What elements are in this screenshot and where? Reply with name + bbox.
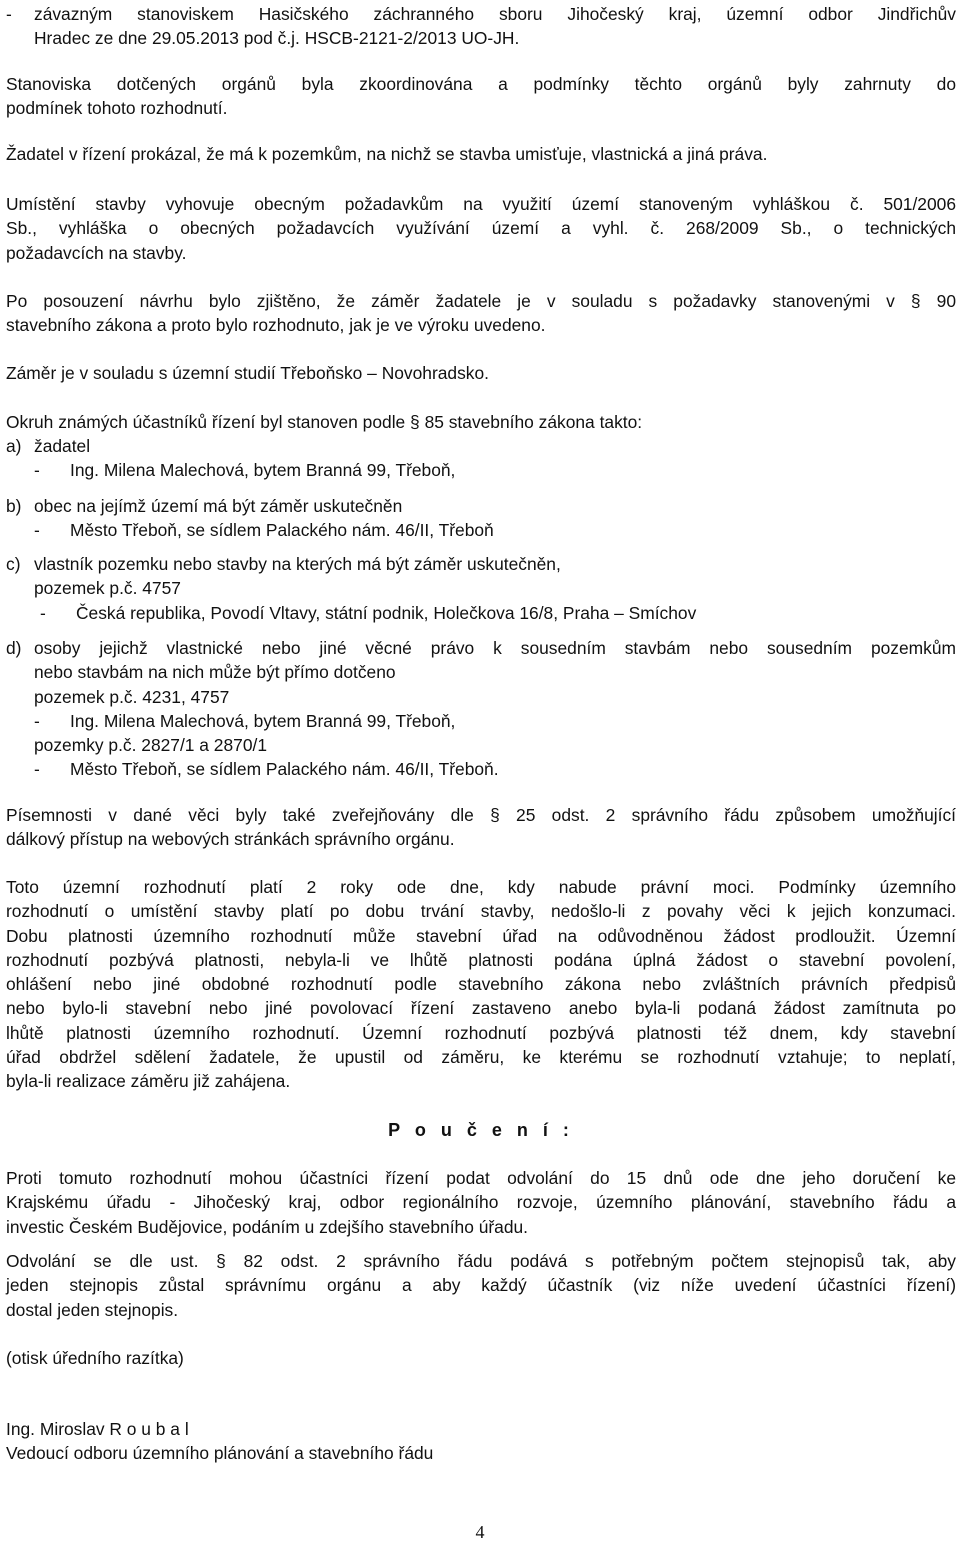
- list-label: d): [6, 638, 22, 658]
- item-text: Česká republika, Povodí Vltavy, státní podnik, Holečkova 16/8, Praha – Smíchov: [76, 602, 697, 623]
- participant-group-a: [6, 434, 956, 483]
- list-label: c): [6, 554, 21, 574]
- participant-item: [6, 709, 956, 733]
- text-line: úřad obdržel sdělení žadatele, že upustil od záměru, ke kterému se rozhodnutí vztahuje; to neplatí,: [6, 1047, 956, 1068]
- text-line: rozhodnutí pozbývá platnosti, nebyla-li ve lhůtě platnosti podána úplná žádost o stavební povolení,: [6, 949, 956, 970]
- list-text: vlastník pozemku nebo stavby na kterých má být záměr uskutečněn,: [34, 554, 561, 574]
- bullet-line: Hradec ze dne 29.05.2013 pod č.j. HSCB-2121-2/2013 UO-JH.: [34, 28, 520, 49]
- text-line: Krajskému úřadu - Jihočeský kraj, odbor regionálního rozvoje, územního plánování, stavebního řádu a: [6, 1192, 956, 1213]
- text-line: Umístění stavby vyhovuje obecným požadavkům na využití území stanoveným vyhláškou č. 501/2006: [6, 194, 956, 214]
- paragraph-posouzeni: [6, 289, 956, 338]
- paragraph-zamer: [6, 361, 956, 385]
- text-line: Po posouzení návrhu bylo zjištěno, že záměr žadatele je v souladu s požadavky stanovenými v § 90: [6, 291, 956, 311]
- parcel-line: pozemek p.č. 4757: [34, 578, 181, 599]
- text-line: Žadatel v řízení prokázal, že má k pozemkům, na nichž se stavba umisťuje, vlastnická a jiná práva.: [6, 144, 768, 164]
- item-dash: -: [34, 710, 40, 731]
- text-line: požadavcích na stavby.: [6, 242, 187, 263]
- text-line: jeden stejnopis zůstal správnímu orgánu a aby každý účastník (viz níže uvedení účastníci řízení): [6, 1275, 956, 1296]
- item-dash: -: [40, 602, 46, 623]
- participant-group-c: [6, 552, 956, 625]
- text-line: nebo bylo-li stavební nebo jiné povolovací řízení zastaveno anebo byla-li podaná žádost zamítnuta po: [6, 998, 956, 1019]
- paragraph-umisteni: [6, 192, 956, 265]
- item-dash: -: [34, 460, 40, 481]
- bullet-line: závazným stanoviskem Hasičského záchranného sboru Jihočeský kraj, územní odbor Jindřichův: [34, 4, 956, 24]
- list-label: a): [6, 436, 22, 456]
- list-text: obec na jejímž území má být záměr uskutečněn: [34, 496, 403, 516]
- signatory-role: Vedoucí odboru územního plánování a stavebního řádu: [6, 1443, 434, 1464]
- paragraph-odvolani-1: [6, 1166, 956, 1239]
- parcel-line: pozemky p.č. 2827/1 a 2870/1: [34, 735, 267, 756]
- participant-item: [6, 601, 956, 625]
- text-line: ohlášení nebo jiné obdobné rozhodnutí podle stavebního zákona nebo zvláštních právních předpisů: [6, 974, 956, 995]
- participant-item: [6, 458, 956, 482]
- paragraph-zadatel: [6, 142, 956, 166]
- item-text: Město Třeboň, se sídlem Palackého nám. 46/II, Třeboň: [70, 520, 494, 541]
- text-line: Sb., vyhláška o obecných požadavcích využívání území a vyhl. č. 268/2009 Sb., o technických: [6, 218, 956, 239]
- stamp-note-text: (otisk úředního razítka): [6, 1348, 184, 1368]
- list-text: žadatel: [34, 436, 91, 456]
- stamp-note: [6, 1346, 956, 1370]
- text-line: Okruh známých účastníků řízení byl stanoven podle § 85 stavebního zákona takto:: [6, 412, 643, 432]
- item-dash: -: [34, 759, 40, 780]
- paragraph-pisemnosti: [6, 803, 956, 852]
- text-line: dostal jeden stejnopis.: [6, 1299, 179, 1320]
- parcel-line: pozemek p.č. 4231, 4757: [34, 686, 230, 707]
- participant-item: [6, 757, 956, 781]
- paragraph-platnost: [6, 875, 956, 1094]
- text-line: Proti tomuto rozhodnutí mohou účastníci řízení podat odvolání do 15 dnů ode dne jeho doručení ke: [6, 1168, 956, 1188]
- page-number: 4: [475, 1522, 485, 1542]
- paragraph-stanoviska: [6, 72, 956, 121]
- item-text: Ing. Milena Malechová, bytem Branná 99, Třeboň,: [70, 460, 456, 481]
- text-line: podmínek tohoto rozhodnutí.: [6, 98, 228, 119]
- signatory-name: Ing. Miroslav R o u b a l: [6, 1419, 189, 1439]
- text-line: lhůtě platnosti územního rozhodnutí. Územní rozhodnutí pozbývá platnosti též dnem, kdy stavební: [6, 1022, 956, 1043]
- item-text: Ing. Milena Malechová, bytem Branná 99, Třeboň,: [70, 710, 456, 731]
- text-line: Stanoviska dotčených orgánů byla zkoordinována a podmínky těchto orgánů byly zahrnuty do: [6, 74, 956, 94]
- item-dash: -: [34, 520, 40, 541]
- list-label: b): [6, 496, 22, 516]
- text-line: stavebního zákona a proto bylo rozhodnuto, jak je ve výroku uvedeno.: [6, 315, 546, 336]
- text-line: Odvolání se dle ust. § 82 odst. 2 správního řádu podává s potřebným počtem stejnopisů tak, aby: [6, 1251, 956, 1271]
- paragraph-okruh: [6, 410, 956, 434]
- text-line: dálkový přístup na webových stránkách správního orgánu.: [6, 829, 455, 850]
- text-line: rozhodnutí o umístění stavby platí po dobu trvání stavby, nedošlo-li z povahy věci k jejich konzumaci.: [6, 901, 956, 922]
- list-text: osoby jejichž vlastnické nebo jiné věcné právo k sousedním stavbám nebo sousedním pozemkům: [34, 638, 956, 658]
- pouceni-heading: P o u č e n í :: [388, 1120, 574, 1140]
- item-text: Město Třeboň, se sídlem Palackého nám. 46/II, Třeboň.: [70, 759, 499, 780]
- text-line: Toto územní rozhodnutí platí 2 roky ode dne, kdy nabude právní moci. Podmínky územního: [6, 877, 956, 897]
- participant-group-b: [6, 494, 956, 543]
- text-line: Dobu platnosti územního rozhodnutí může stavební úřad na odůvodněnou žádost prodloužit. Územní: [6, 925, 956, 946]
- text-line: Písemnosti v dané věci byly také zveřejňovány dle § 25 odst. 2 správního řádu způsobem umožňující: [6, 805, 956, 825]
- hzs-opinion-bullet: [6, 2, 956, 51]
- participant-group-d: [6, 636, 956, 782]
- text-line: byla-li realizace záměru již zahájena.: [6, 1071, 291, 1092]
- text-line: Záměr je v souladu s územní studií Třeboňsko – Novohradsko.: [6, 363, 489, 383]
- bullet-dash: -: [6, 4, 12, 24]
- section-heading-pouceni: [6, 1118, 956, 1142]
- list-text: nebo stavbám na nich může být přímo dotčeno: [34, 662, 396, 683]
- text-line: investic Českém Budějovice, podáním u zdejšího stavebního úřadu.: [6, 1216, 529, 1237]
- paragraph-odvolani-2: [6, 1249, 956, 1322]
- participant-item: [6, 518, 956, 542]
- signature-block: [6, 1417, 956, 1466]
